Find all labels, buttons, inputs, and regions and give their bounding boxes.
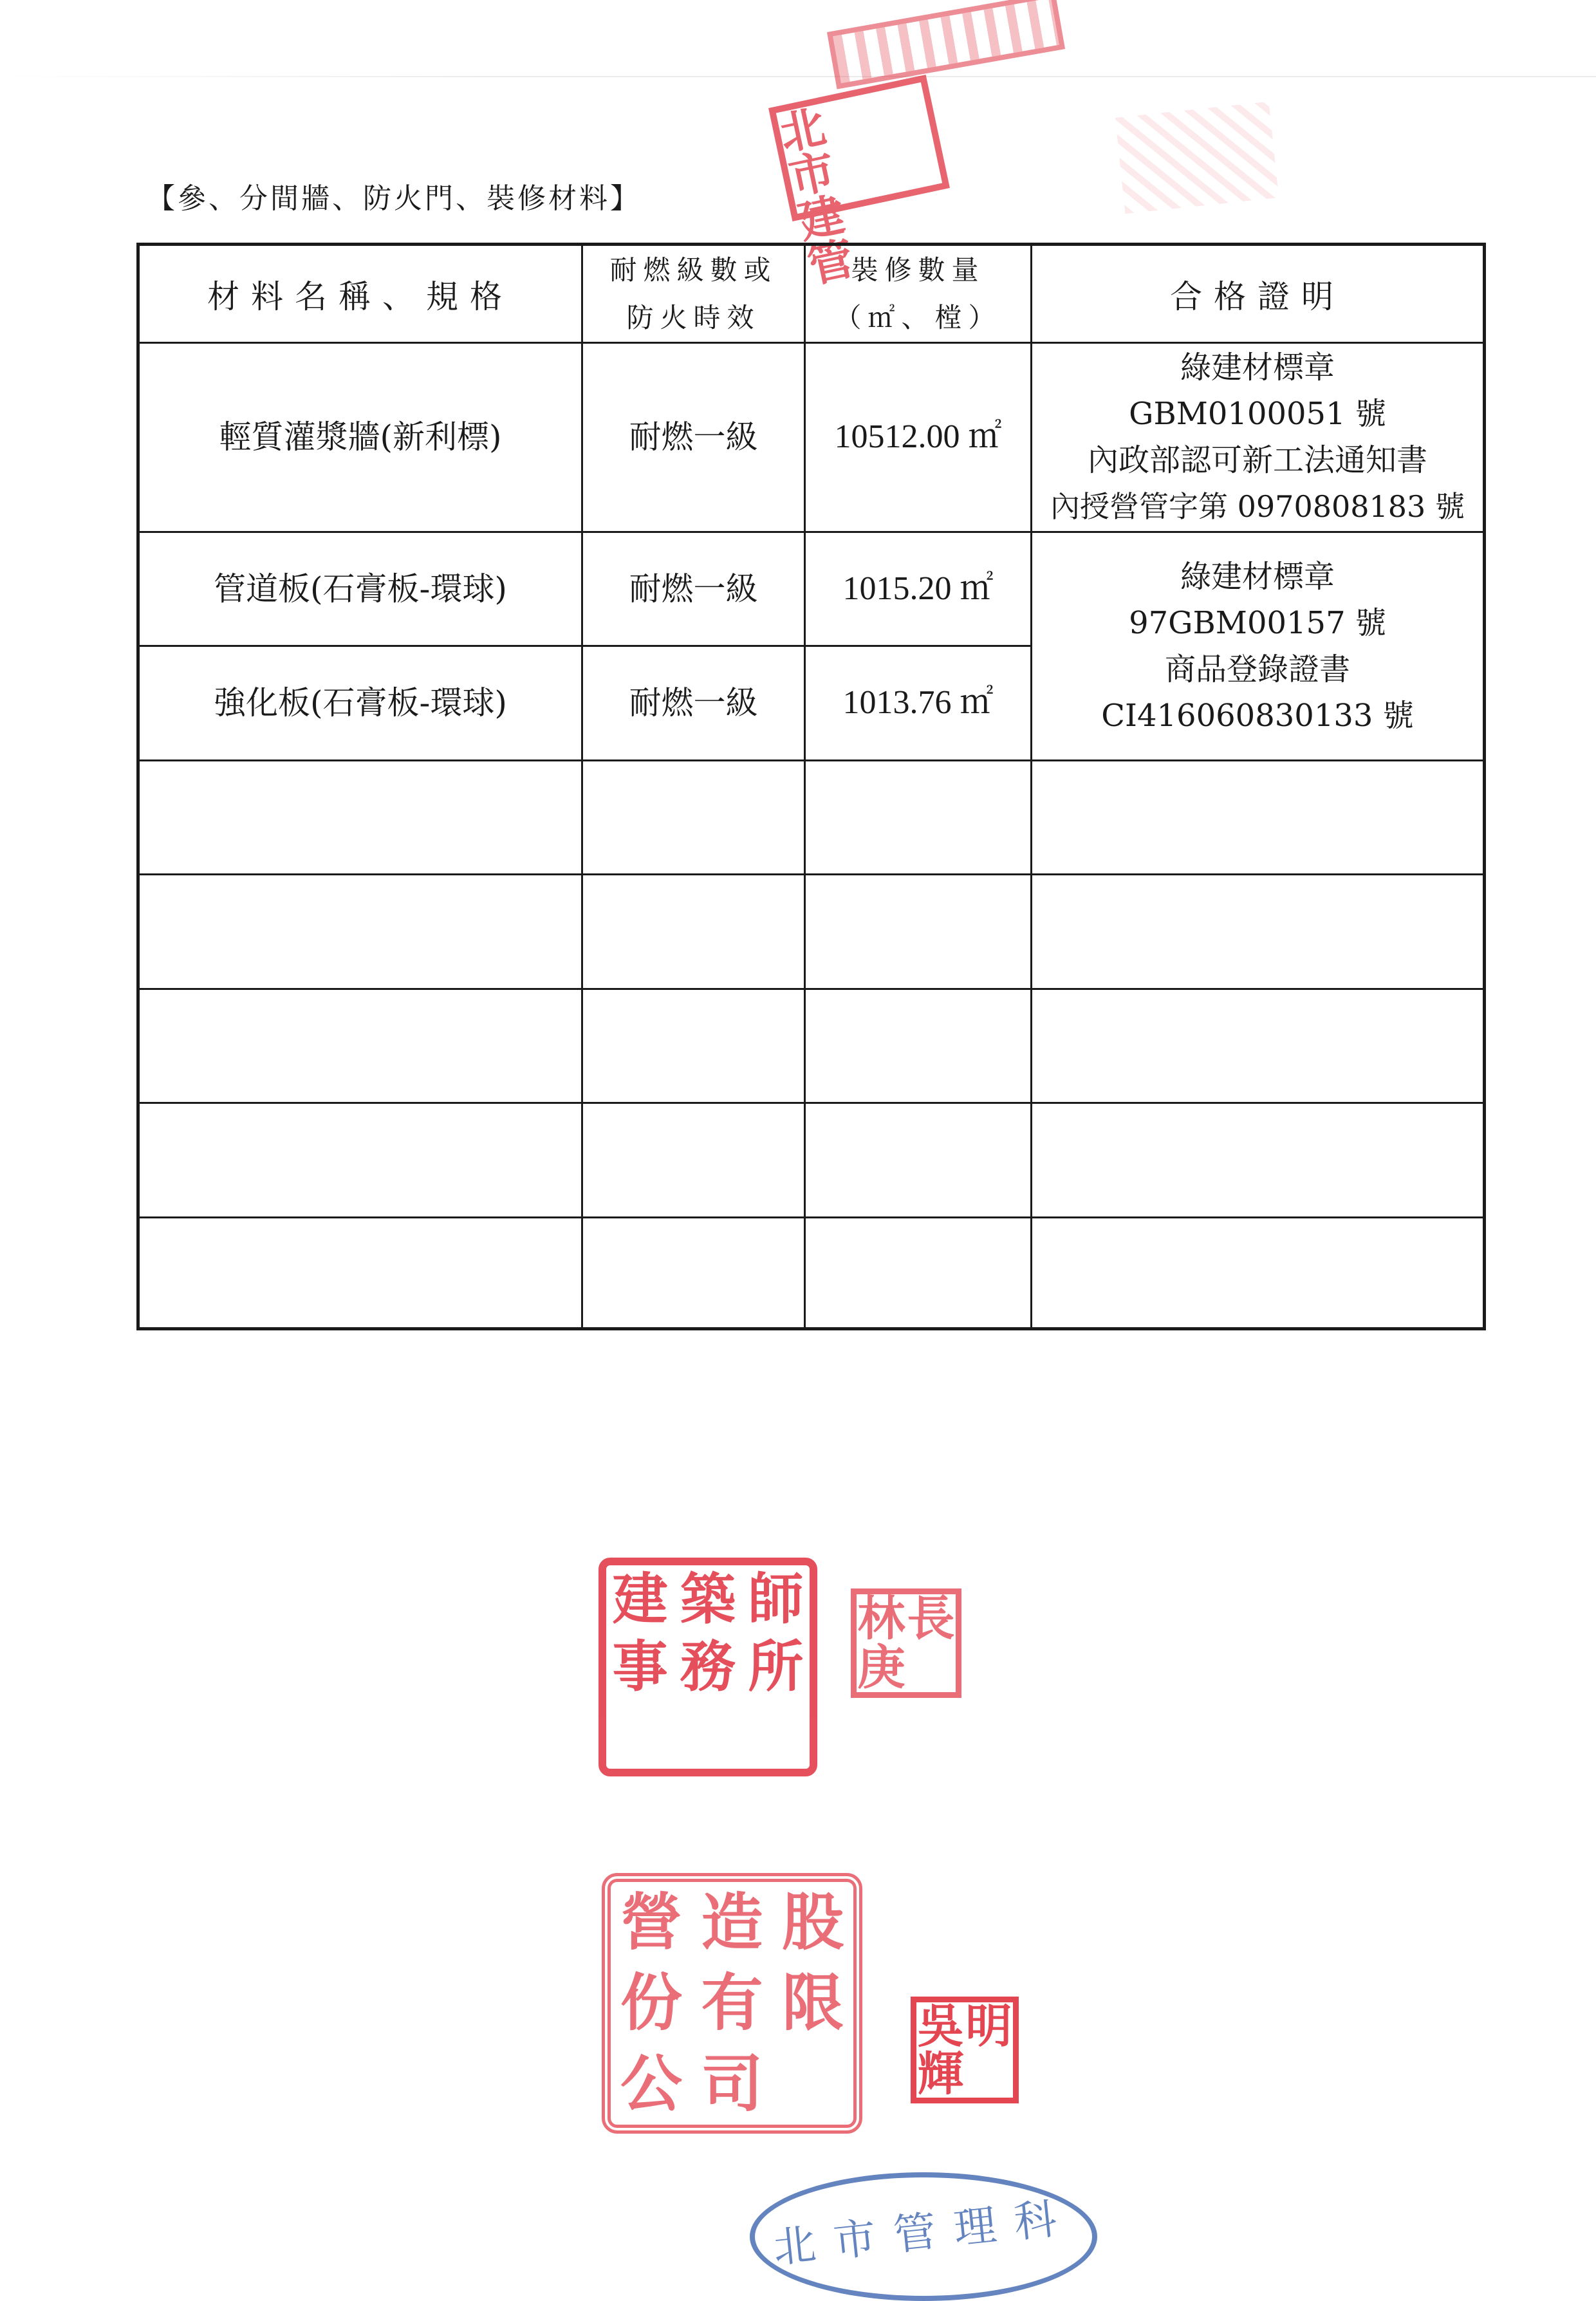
section-title: 【參、分間牆、防火門、裝修材料】 — [147, 182, 641, 215]
table-row — [138, 532, 1485, 646]
row-1-fire-rating: 耐燃一級 — [582, 343, 805, 532]
shared-cert-line-3: 商品登錄證書 — [1164, 651, 1350, 687]
seal-name-2-glyph: 吳 — [917, 1998, 964, 2053]
seal-builder-glyph: 公 — [620, 2047, 682, 2121]
row-3-name: 強化板(石膏板-環球) — [138, 646, 582, 760]
row-3-quantity: 1013.76 ㎡ — [805, 646, 1032, 760]
seal-builder-glyph: 司 — [701, 2047, 763, 2121]
header-certificate: 合格證明 — [1032, 245, 1485, 343]
row-1-cert-line-4: 內授營管字第 0970808183 號 — [1050, 489, 1465, 525]
row-1-cert-line-1: 綠建材標章 — [1180, 349, 1335, 386]
row-2-name: 管道板(石膏板-環球) — [138, 532, 582, 646]
seal-top-right-text: 北市建管 — [775, 99, 858, 293]
faint-seal-residue — [1115, 102, 1279, 214]
seal-name-1-glyph: 長 — [907, 1591, 955, 1646]
seal-architect-glyph: 師 — [748, 1566, 804, 1632]
header-quantity-line2: （㎡、樘） — [834, 301, 1002, 333]
seal-architect-glyph: 事 — [612, 1634, 668, 1699]
seal-personal-name-2 — [911, 1997, 1019, 2103]
seal-name-2-glyph: 明 — [965, 1998, 1012, 2053]
seal-construction-company — [602, 1873, 862, 2134]
row-1-cert-line-3: 內政部認可新工法通知書 — [1087, 442, 1427, 479]
seal-architect-glyph: 所 — [748, 1634, 804, 1699]
header-quantity-line1: 裝修數量 — [851, 254, 985, 286]
row-1-quantity: 10512.00 ㎡ — [805, 343, 1032, 532]
shared-cert-line-2: 97GBM00157 號 — [1129, 604, 1386, 641]
seal-builder-glyph: 份 — [620, 1966, 682, 2040]
row-1-certificate — [1032, 343, 1485, 532]
seal-builder-glyph: 限 — [782, 1966, 844, 2040]
shared-cert-line-1: 綠建材標章 — [1180, 558, 1335, 595]
row-1-name: 輕質灌漿牆(新利標) — [138, 343, 582, 532]
empty-row — [138, 875, 1485, 989]
seal-architect-glyph: 建 — [612, 1566, 668, 1632]
row-3-fire-rating: 耐燃一級 — [582, 646, 805, 760]
empty-row — [138, 1103, 1485, 1217]
scan-edge-line — [0, 76, 1596, 77]
shared-certificate — [1032, 532, 1485, 760]
seal-name-1-glyph: 林 — [857, 1591, 905, 1646]
blue-stamp-text: 北市管理科 — [770, 2192, 1077, 2273]
row-1-cert-line-2: GBM0100051 號 — [1129, 396, 1386, 433]
seal-builder-glyph: 營 — [620, 1885, 682, 1959]
empty-row — [138, 989, 1485, 1103]
shared-cert-line-4: CI416060830133 號 — [1101, 697, 1414, 734]
blue-office-stamp — [750, 2172, 1097, 2301]
row-2-quantity: 1015.20 ㎡ — [805, 532, 1032, 646]
empty-row — [138, 760, 1485, 874]
header-material-name: 材料名稱、規格 — [138, 245, 582, 343]
seal-builder-glyph: 股 — [782, 1885, 844, 1959]
header-fire-rating — [582, 245, 805, 343]
table-row — [138, 343, 1485, 532]
seal-architect-office — [598, 1558, 817, 1776]
seal-name-2-glyph: 輝 — [917, 2046, 964, 2101]
materials-table — [136, 243, 1486, 1330]
header-quantity — [805, 245, 1032, 343]
row-2-fire-rating: 耐燃一級 — [582, 532, 805, 646]
seal-personal-name-1 — [851, 1588, 961, 1698]
table-header-row — [138, 245, 1485, 343]
header-fire-rating-line2: 防火時效 — [626, 301, 761, 333]
seal-architect-glyph: 築 — [680, 1566, 736, 1632]
seal-builder-glyph: 有 — [701, 1966, 763, 2040]
seal-name-1-glyph: 庚 — [857, 1640, 905, 1695]
empty-row — [138, 1217, 1485, 1328]
seal-architect-glyph: 務 — [680, 1634, 736, 1699]
header-fire-rating-line1: 耐燃級數或 — [609, 254, 777, 286]
seal-builder-glyph: 造 — [701, 1885, 763, 1959]
